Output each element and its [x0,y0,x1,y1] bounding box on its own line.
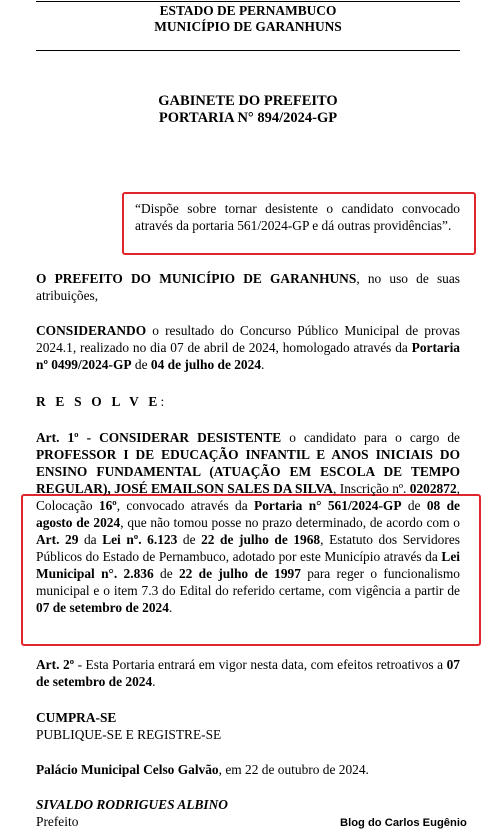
preamble-rest: , no uso de suas atribuições, [36,271,460,303]
considerando-date: 04 de julho de 2024 [150,357,262,372]
article-1-art29: Art. 29 [36,532,79,547]
cumpra-se: CUMPRA-SE [36,710,117,725]
article-1-date-2: 22 de julho de 1968 [201,532,321,547]
article-1-text-8: de [177,532,202,547]
considerando-portaria: Portaria nº 0499/2024-GP [36,340,460,372]
publique-se: PUBLIQUE-SE E REGISTRE-SE [36,727,222,742]
article-1-text-2: , Inscrição nº. [333,481,410,496]
article-1-text-3: , Colocação [36,481,460,513]
article-1-text-5: de [401,498,427,513]
considerando-text-3: . [261,357,265,372]
office-title: GABINETE DO PREFEITO [158,93,338,109]
header-bottom-rule [36,50,460,51]
article-1-label: Art. 1º - CONSIDERAR DESISTENTE [36,430,282,445]
considerando-label: CONSIDERANDO [36,323,147,338]
article-1-lei: Lei nº. 6.123 [102,532,178,547]
article-1-text-4: , convocado através da [116,498,255,513]
article-1-portaria: Portaria n° 561/2024-GP [254,498,402,513]
article-1-lei-municipal: Lei Municipal n°. 2.836 [36,549,460,581]
considerando-text-2: de [131,357,151,372]
considerando-text: o resultado do Concurso Público Municipal de provas 2024.1, realizado no dia 07 de abril de 2024, homologado através da [36,323,460,355]
document-title [36,93,460,127]
article-1-text-9: , Estatuto dos Servidores Públicos do Estado de Pernambuco, adotado por este Município através da [36,532,460,564]
signature-role: Prefeito [36,814,79,829]
ordinance-number: PORTARIA N° 894/2024-GP [158,110,338,126]
article-1-inscricao: 0202872 [409,481,457,496]
article-2-paragraph [36,656,460,690]
header-top-rule [36,1,460,2]
article-1-date-1: 08 de agosto de 2024 [36,498,460,530]
article-1-text-10: de [153,566,179,581]
signature-name: SIVALDO RODRIGUES ALBINO [36,797,228,812]
blog-watermark: Blog do Carlos Eugênio [340,817,467,829]
article-1-paragraph [36,429,460,616]
resolve-colon: : [160,394,165,409]
article-2-label: Art. 2º [36,657,75,672]
palace-name: Palácio Municipal Celso Galvão [36,762,219,777]
palace-line [36,761,460,778]
article-1-text-6: , que não tomou posse no prazo determinado, de acordo com o [120,515,460,530]
letterhead [36,3,460,35]
article-1-colocacao: 16º [98,498,117,513]
closing-block [36,709,460,743]
article-2-text-2: . [152,674,156,689]
state-name: ESTADO DE PERNAMBUCO [159,3,337,18]
article-1-text-11: para reger o funcionalismo municipal e o item 7.3 do Edital do referido certame, com vigência a partir de [36,566,460,598]
article-1-cargo: PROFESSOR I DE EDUCAÇÃO INFANTIL E ANOS INICIAIS DO ENSINO FUNDAMENTAL (ATUAÇÃO EM ESCOLA DE TEMPO REGULAR), JOSÉ EMAILSON SALES DA SILVA [36,447,460,496]
article-2-date: 07 de setembro de 2024 [36,657,460,689]
article-1-date-4: 07 de setembro de 2024 [36,600,169,615]
resolve-word: R E S O L V E [36,394,161,409]
municipality-name: MUNICÍPIO DE GARANHUNS [154,19,342,34]
article-1-text-7: da [78,532,103,547]
considerando-paragraph [36,322,460,373]
preamble-bold: O PREFEITO DO MUNICÍPIO DE GARANHUNS [36,271,357,286]
ementa-text: “Dispõe sobre tornar desistente o candidato convocado através da portaria 561/2024-GP e dá outras providências”. [135,201,460,233]
article-2-text: - Esta Portaria entrará em vigor nesta data, com efeitos retroativos a [74,657,447,672]
resolve-heading [36,393,460,410]
preamble-paragraph [36,270,460,304]
article-1-date-3: 22 de julho de 1997 [178,566,301,581]
article-1-text-12: . [168,600,173,615]
article-1-text: o candidato para o cargo de [281,430,460,445]
palace-date: , em 22 de outubro de 2024. [218,762,369,777]
